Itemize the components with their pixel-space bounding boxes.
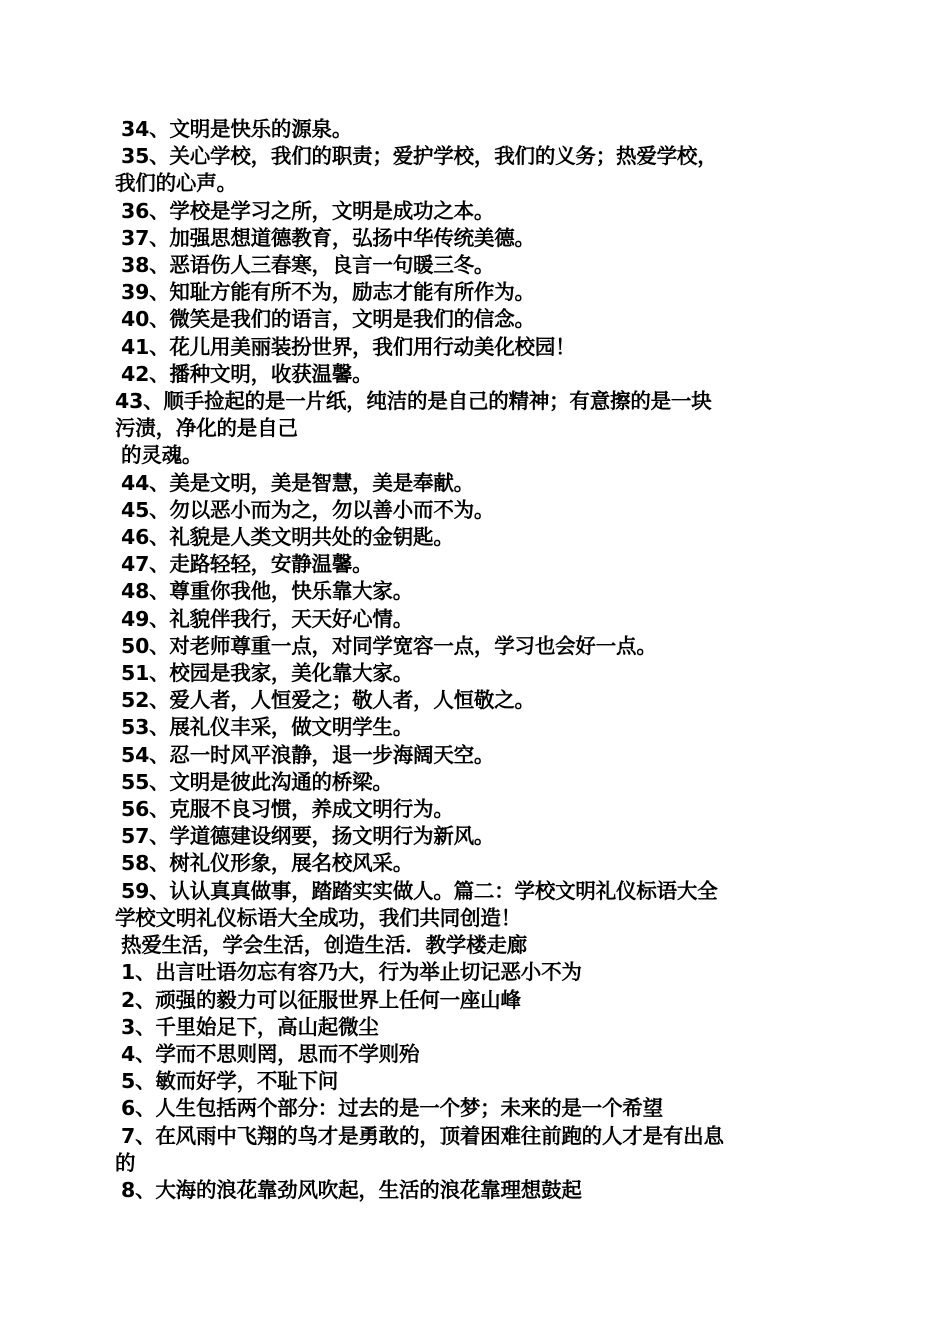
text-line: 5、敏而好学，不耻下问 <box>121 1069 339 1094</box>
text-line: 我们的心声。 <box>115 171 237 196</box>
text-line: 热爱生活，学会生活，创造生活．教学楼走廊 <box>121 933 527 958</box>
text-line: 学校文明礼仪标语大全成功，我们共同创造！ <box>115 905 521 930</box>
text-line: 43、顺手捡起的是一片纸，纯洁的是自己的精神；有意擦的是一块 <box>115 389 712 414</box>
text-line: 8、大海的浪花靠劲风吹起，生活的浪花靠理想鼓起 <box>121 1177 582 1202</box>
text-line: 的 <box>115 1150 136 1175</box>
text-line: 7、在风雨中飞翔的鸟才是勇敢的，顶着困难往前跑的人才是有出息 <box>121 1123 724 1148</box>
text-line: 40、微笑是我们的语言，文明是我们的信念。 <box>121 307 535 332</box>
text-line: 58、树礼仪形象，展名校风采。 <box>121 851 414 876</box>
text-line: 42、播种文明，收获温馨。 <box>121 361 373 386</box>
text-line: 的灵魂。 <box>121 443 203 468</box>
text-line: 53、展礼仪丰采，做文明学生。 <box>121 715 414 740</box>
text-line: 2、顽强的毅力可以征服世界上任何一座山峰 <box>121 987 521 1012</box>
text-line: 39、知耻方能有所不为，励志才能有所作为。 <box>121 280 535 305</box>
text-line: 55、文明是彼此沟通的桥梁。 <box>121 769 393 794</box>
text-line: 38、恶语伤人三春寒，良言一句暖三冬。 <box>121 253 495 278</box>
text-line: 48、尊重你我他，快乐靠大家。 <box>121 579 414 604</box>
text-line: 37、加强思想道德教育，弘扬中华传统美德。 <box>121 225 535 250</box>
document-body <box>115 116 835 1204</box>
text-line: 57、学道德建设纲要，扬文明行为新风。 <box>121 824 495 849</box>
text-line: 50、对老师尊重一点，对同学宽容一点，学习也会好一点。 <box>121 633 657 658</box>
text-line: 6、人生包括两个部分：过去的是一个梦；未来的是一个希望 <box>121 1096 663 1121</box>
text-line: 34、文明是快乐的源泉。 <box>121 117 353 141</box>
text-line: 44、美是文明，美是智慧，美是奉献。 <box>121 470 474 495</box>
text-line: 49、礼貌伴我行，天天好心情。 <box>121 606 414 631</box>
text-line: 54、忍一时风平浪静，退一步海阔天空。 <box>121 742 495 767</box>
text-line: 3、千里始足下，高山起微尘 <box>121 1014 379 1039</box>
text-line: 51、校园是我家，美化靠大家。 <box>121 661 414 686</box>
text-line: 52、爱人者，人恒爱之；敬人者，人恒敬之。 <box>121 688 535 713</box>
text-line: 59、认认真真做事，踏踏实实做人。篇二：学校文明礼仪标语大全 <box>121 878 718 903</box>
text-line: 46、礼貌是人类文明共处的金钥匙。 <box>121 525 454 550</box>
text-line: 41、花儿用美丽装扮世界，我们用行动美化校园！ <box>121 334 576 359</box>
text-line: 污渍，净化的是自己 <box>115 416 298 441</box>
text-line: 4、学而不思则罔，思而不学则殆 <box>121 1041 420 1066</box>
text-line: 45、勿以恶小而为之，勿以善小而不为。 <box>121 497 495 522</box>
text-line: 1、出言吐语勿忘有容乃大，行为举止切记恶小不为 <box>121 960 582 985</box>
text-line: 36、学校是学习之所，文明是成功之本。 <box>121 198 495 223</box>
text-line: 47、走路轻轻，安静温馨。 <box>121 552 373 577</box>
text-line: 56、克服不良习惯，养成文明行为。 <box>121 797 454 822</box>
text-line: 35、关心学校，我们的职责；爱护学校，我们的义务；热爱学校， <box>121 144 718 169</box>
